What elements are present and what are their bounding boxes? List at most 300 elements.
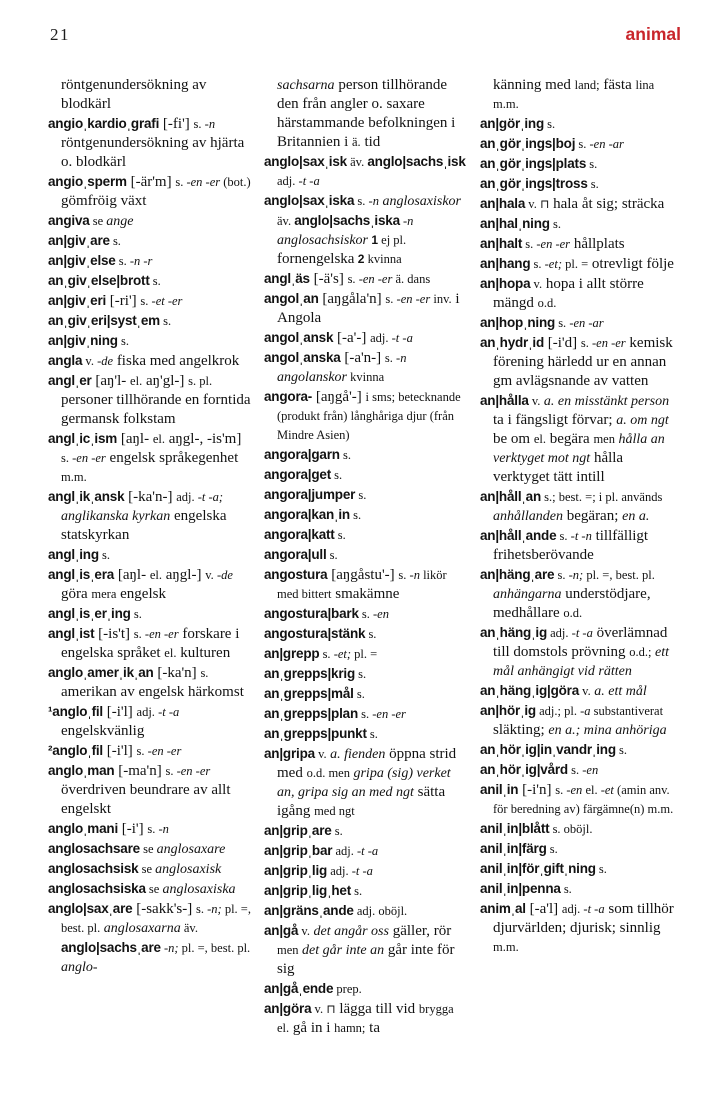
definition-text: sätta igång: [277, 784, 446, 819]
headword: an|halˌning: [480, 216, 550, 231]
grammar-label: s.: [136, 744, 145, 758]
inflection: -n: [399, 214, 414, 228]
headword: anglosachsiska: [48, 881, 146, 896]
dict-entry: [480, 194, 683, 214]
definition-text: ta: [365, 1020, 380, 1036]
inflection: -en -er: [588, 336, 626, 350]
definition-text: i Angola: [277, 291, 460, 326]
inflection: -n;: [160, 941, 179, 955]
dict-entry: [48, 624, 251, 663]
headword: an|gå: [264, 923, 299, 938]
dict-entry: [480, 760, 683, 780]
dict-entry: [480, 740, 683, 760]
grammar-label: substantiverat: [590, 704, 664, 718]
grammar-label: v.: [528, 394, 541, 408]
inflection: -en -ar: [586, 137, 624, 151]
dict-entry: [48, 172, 251, 211]
headword: anglˌisˌerˌing: [48, 606, 131, 621]
headword: anˌhängˌig: [480, 625, 547, 640]
definition-text: [-i'n]: [518, 782, 556, 798]
grammar-label: v.: [525, 197, 540, 211]
headword: anglosachsisk: [48, 861, 139, 876]
definition-text: ta i fängsligt förvar;: [493, 412, 617, 428]
headword: anglo|sachsˌisk: [367, 154, 466, 169]
grammar-label: s.: [347, 272, 356, 286]
headword: an|hopa: [480, 276, 531, 291]
headword: anilˌin|färg: [480, 841, 547, 856]
sense-number: 1: [368, 233, 379, 247]
dict-entry: [264, 269, 467, 289]
dict-entry: [48, 371, 251, 429]
dict-entry: [264, 744, 467, 821]
dict-entry: [264, 979, 467, 999]
definition-text: aŋ'gl-]: [142, 373, 189, 389]
grammar-label: adj.; pl.: [535, 704, 577, 718]
definition-text: [aŋgåla'n]: [318, 291, 386, 307]
grammar-label: s.: [326, 548, 338, 562]
dict-entry: [264, 881, 467, 901]
dict-entry: [480, 859, 683, 879]
grammar-label: s.: [555, 783, 564, 797]
inflection: -t -a: [154, 705, 180, 719]
grammar-label: s.: [384, 351, 393, 365]
grammar-label: ej pl.: [378, 233, 407, 247]
definition-text: tid: [360, 134, 381, 150]
grammar-label: s.: [140, 294, 149, 308]
grammar-label: v.: [530, 277, 543, 291]
definition-text: fästa: [599, 77, 636, 93]
inflection: -n: [392, 351, 407, 365]
headword: an|gripˌare: [264, 823, 332, 838]
example-italic: ange: [106, 214, 134, 229]
headword: anilˌin|blått: [480, 821, 550, 836]
grammar-label: s.: [355, 667, 367, 681]
dict-entry: [264, 821, 467, 841]
grammar-label: el.: [582, 783, 598, 797]
definition-text: [-ri']: [106, 293, 141, 309]
dict-entry: [264, 999, 467, 1038]
headword: angloˌman: [48, 763, 115, 778]
grammar-label: s.: [349, 508, 362, 522]
definition-text: [-ka'n]: [153, 665, 201, 681]
dict-entry: [264, 465, 467, 485]
inflection: -t -a: [353, 844, 379, 858]
inflection: -n: [406, 568, 420, 582]
headword: anglosachsare: [48, 841, 140, 856]
definition-text: [-i'l]: [103, 704, 137, 720]
dict-entry: [480, 391, 683, 487]
definition-text: [-sakk's-]: [132, 901, 196, 917]
example-italic: anglosaxiskor: [378, 194, 462, 209]
definition-text: hålla verktyget tätt intill: [493, 450, 624, 485]
grammar-label: s.: [109, 234, 121, 248]
dict-entry: [264, 328, 467, 348]
inflection: -t -a: [388, 331, 413, 345]
grammar-label: el.: [152, 432, 165, 446]
grammar-label: s.: [398, 568, 407, 582]
dict-entry: [480, 899, 683, 957]
inflection: -en -er: [355, 272, 393, 286]
grammar-label: adj.: [136, 705, 155, 719]
definition-text: gå in i: [289, 1020, 335, 1036]
headword: anˌhörˌig|vård: [480, 762, 568, 777]
grammar-label: s.: [147, 822, 156, 836]
inflection: -en -ar: [566, 316, 604, 330]
entry-continuation: [48, 76, 251, 114]
headword: angostura|bark: [264, 606, 359, 621]
example-italic: en a.; mina anhöriga: [548, 723, 667, 738]
inflection: -n;: [203, 902, 222, 916]
grammar-label: s.: [175, 175, 184, 189]
definition-text: begära: [545, 431, 594, 447]
inflection: -en: [369, 607, 389, 621]
grammar-label: se: [138, 862, 156, 876]
grammar-label: s.: [165, 764, 174, 778]
grammar-label: o.d.: [563, 606, 583, 620]
headword: angloˌamerˌikˌan: [48, 665, 154, 680]
grammar-label: likör med bittert: [277, 568, 447, 601]
inflection: -en: [563, 783, 583, 797]
dict-entry: [48, 429, 251, 487]
inflection: -en -er: [369, 707, 406, 721]
grammar-label: v.: [82, 354, 94, 368]
definition-text: hala åt sig; sträcka: [549, 196, 665, 212]
dict-entry: [48, 604, 251, 624]
grammar-label: s.: [530, 257, 542, 271]
example-italic: ett mål anhängigt vid rätten: [493, 645, 669, 679]
headword: anglo|saxˌare: [48, 901, 133, 916]
grammar-label: se: [89, 214, 107, 228]
grammar-label: o.d. men: [306, 766, 350, 780]
headword: an|gripa: [264, 746, 315, 761]
grammar-label: s.: [366, 727, 378, 741]
definition-text: [aŋl-: [117, 431, 153, 447]
dict-entry: [48, 839, 251, 859]
inflection: -a: [576, 704, 591, 718]
headword: anglo|sachsˌiska: [294, 213, 400, 228]
grammar-label: v.: [314, 747, 327, 761]
definition-text: kulturen: [176, 645, 231, 661]
example-italic: gripa (sig) verket an, gripa sig an med ngt: [277, 766, 451, 800]
example-italic: anglosaxare: [156, 842, 226, 857]
grammar-label: m.m.: [493, 940, 519, 954]
example-italic: en a.: [622, 509, 650, 524]
grammar-label: s.: [319, 647, 331, 661]
dict-entry: [480, 526, 683, 565]
headword: anglo|saxˌiska: [264, 193, 355, 208]
example-italic: anglosaxiska: [162, 882, 236, 897]
headword: angioˌsperm: [48, 174, 127, 189]
dict-entry: [48, 211, 251, 231]
headword: anilˌin|penna: [480, 881, 561, 896]
definition-text: [-a'n-]: [340, 350, 385, 366]
headword: anˌgörˌings|tross: [480, 176, 588, 191]
grammar-label: s.: [339, 448, 351, 462]
definition-text: överlämnad till domstols prövning: [493, 625, 668, 660]
definition-text: understödjare, medhållare: [493, 586, 651, 621]
dict-entry: [48, 899, 251, 977]
inflection: -n: [201, 117, 216, 131]
headword: an|gripˌligˌhet: [264, 883, 352, 898]
headword: an|gåˌende: [264, 981, 334, 996]
entry-continuation: [480, 76, 683, 114]
grammar-label: s.: [351, 884, 363, 898]
grammar-label: prep.: [333, 982, 362, 996]
definition-text: person tillhörande den från angler o. saxare härstammande befolkningen i Britannien i: [277, 77, 456, 150]
headword: angora|katt: [264, 527, 335, 542]
headword: anˌgörˌings|boj: [480, 136, 576, 151]
inflection: -en -er: [141, 627, 179, 641]
text-columns: [48, 76, 683, 1038]
example-italic: det angår oss: [310, 924, 389, 939]
definition-text: [-ka'n-]: [124, 489, 177, 505]
headword: anilˌin: [480, 782, 519, 797]
dict-entry: [48, 565, 251, 604]
inflection: -en: [579, 763, 599, 777]
grammar-label: s.: [580, 336, 589, 350]
dict-entry: [48, 663, 251, 702]
dict-entry: [480, 681, 683, 701]
definition-text: tillfälligt frihetsberövande: [493, 528, 649, 563]
headword: anglˌer: [48, 373, 92, 388]
dict-entry: [48, 251, 251, 271]
definition-text: [-a'-]: [333, 330, 371, 346]
grammar-label: brygga el.: [277, 1002, 454, 1035]
headword: an|hala: [480, 196, 526, 211]
headword: angla: [48, 353, 83, 368]
definition-text: känning med: [493, 77, 575, 93]
grammar-label: äv.: [180, 921, 198, 935]
grammar-label: kvinna: [347, 370, 385, 384]
grammar-label: s.: [549, 217, 561, 231]
guide-word: animal: [625, 24, 681, 44]
inflection: -en -er: [144, 744, 182, 758]
headword: angora|garn: [264, 447, 340, 462]
headword: angora|ull: [264, 547, 327, 562]
dict-entry: [48, 545, 251, 565]
dict-entry: [264, 624, 467, 644]
grammar-label: pl. =: [562, 257, 589, 271]
grammar-label: s.: [522, 237, 534, 251]
grammar-label: s.: [115, 254, 127, 268]
example-italic: anglosachsiskor: [277, 233, 368, 248]
grammar-label: s.: [595, 862, 607, 876]
grammar-label: v.: [579, 684, 591, 698]
definition-text: engelska statskyrkan: [61, 508, 227, 543]
grammar-label: m.m.: [61, 470, 87, 484]
headword: an|gripˌbar: [264, 843, 333, 858]
column-2: [264, 76, 467, 1038]
grammar-label: s.: [354, 194, 366, 208]
grammar-label: s.: [117, 334, 129, 348]
headword: anglˌicˌism: [48, 431, 118, 446]
definition-text: [-fi']: [159, 116, 194, 132]
definition-text: fiska med angelkrok: [113, 353, 240, 369]
page-number: 21: [50, 25, 70, 44]
definition-text: [aŋl-: [114, 567, 150, 583]
dict-entry: [480, 780, 683, 819]
dict-entry: [480, 254, 683, 274]
grammar-label: s.: [556, 529, 568, 543]
definition-text: kemisk förening härledd ur en annan gm avlägsnande av vatten: [493, 335, 673, 389]
dict-entry: [480, 154, 683, 174]
grammar-label: äv.: [346, 155, 368, 169]
grammar-label: v.: [298, 924, 310, 938]
grammar-label: adj.: [370, 331, 389, 345]
example-italic: angolanskor: [277, 370, 347, 385]
definition-text: [-i']: [118, 821, 148, 837]
dict-entry: [48, 351, 251, 371]
dict-entry: [480, 313, 683, 333]
headword: anˌgrepps|punkt: [264, 726, 367, 741]
headword: an|hopˌning: [480, 315, 556, 330]
example-italic: anglosaxisk: [155, 862, 222, 877]
dict-entry: [264, 684, 467, 704]
example-italic: anhållanden: [493, 509, 563, 524]
grammar-label: pl. =, best. pl.: [583, 568, 655, 582]
definition-text: engelsk språkegenhet: [105, 450, 239, 466]
grammar-label: adj.: [561, 902, 581, 916]
example-italic: anglosaxarna: [100, 921, 181, 936]
grammar-label: s.: [159, 314, 172, 328]
example-italic: anhängarna: [493, 587, 562, 602]
headword: an|givˌelse: [48, 253, 116, 268]
headword: an|göra: [264, 1001, 312, 1016]
headword: an|givˌeri: [48, 293, 107, 308]
dict-entry: [264, 604, 467, 624]
grammar-label: adj.: [277, 174, 296, 188]
dict-entry: [48, 761, 251, 819]
dict-entry: [480, 623, 683, 681]
dict-entry: [264, 921, 467, 979]
headword: angiva: [48, 213, 90, 228]
example-italic: det går inte an: [298, 943, 385, 958]
grammar-label: o.d.: [537, 296, 557, 310]
definition-text: röntgenundersökning av hjärta o. blodkärl: [61, 135, 245, 170]
inflection: -n;: [565, 568, 584, 582]
headword: an|hörˌig: [480, 703, 536, 718]
headword: angolˌanska: [264, 350, 341, 365]
headword: ²angloˌfil: [48, 743, 103, 758]
dict-entry: [480, 214, 683, 234]
grammar-label: (bot.): [220, 175, 251, 189]
grammar-label: inv.: [430, 292, 452, 306]
headword: an|hållˌan: [480, 489, 542, 504]
grammar-label: v.: [205, 568, 214, 582]
inflection: -en -er: [533, 237, 571, 251]
dict-entry: [480, 819, 683, 839]
headword: anilˌin|förˌgiftˌning: [480, 861, 596, 876]
inflection: -en -er: [393, 292, 431, 306]
grammar-label: men: [277, 943, 299, 957]
dict-entry: [264, 348, 467, 387]
headword: anˌhängˌig|göra: [480, 683, 580, 698]
inflection: -et: [597, 783, 614, 797]
definition-text: forskare i engelska språket: [61, 626, 240, 661]
dict-entry: [480, 701, 683, 740]
grammar-label: v.: [311, 1002, 327, 1016]
definition-text: hållplats: [570, 236, 625, 252]
dict-entry: [48, 291, 251, 311]
dict-entry: [480, 114, 683, 134]
grammar-label: (amin anv. för beredning av) färgämne(n) m.m.: [493, 783, 674, 816]
grammar-label: kvinna: [364, 252, 402, 266]
definition-text: [aŋgå'-]: [312, 389, 366, 405]
grammar-label: el.: [130, 374, 143, 388]
grammar-label: s.: [355, 488, 367, 502]
headword: angioˌkardioˌgrafi: [48, 116, 160, 131]
dict-entry: [48, 311, 251, 331]
nautical-term-symbol: ⊓: [326, 1002, 336, 1016]
dict-entry: [48, 859, 251, 879]
inflection: -n: [365, 194, 379, 208]
grammar-label: s.: [130, 607, 142, 621]
headword: an|hängˌare: [480, 567, 555, 582]
grammar-label: s.: [546, 842, 558, 856]
inflection: -et -er: [148, 294, 183, 308]
grammar-label: s.: [544, 117, 556, 131]
grammar-label: s.: [358, 707, 370, 721]
example-italic: anglikanska kyrkan: [61, 509, 171, 524]
definition-text: [aŋ'l-: [91, 373, 131, 389]
headword: anglˌikˌansk: [48, 489, 125, 504]
definition-text: gäller, rör: [388, 923, 452, 939]
definition-text: öppna strid med: [277, 746, 457, 781]
headword: ¹angloˌfil: [48, 704, 103, 719]
headword: anglˌäs: [264, 271, 310, 286]
dict-entry: [48, 741, 251, 761]
headword: angora|get: [264, 467, 332, 482]
grammar-label: land;: [574, 78, 600, 92]
grammar-label: el.: [149, 568, 162, 582]
example-italic: sachsarna: [277, 78, 335, 93]
definition-text: hopa i allt större mängd: [493, 276, 644, 311]
headword: angora|kanˌin: [264, 507, 350, 522]
grammar-label: s.: [200, 666, 209, 680]
headword: angostura|stänk: [264, 626, 366, 641]
headword: anˌhörˌig|inˌvandrˌing: [480, 742, 616, 757]
definition-text: lägga till vid: [335, 1001, 419, 1017]
grammar-label: o.d.;: [629, 645, 652, 659]
page-header: [50, 24, 681, 45]
definition-text: personer tillhörande en forntida germansk folkstam: [61, 392, 251, 427]
definition-text: överdriven beundrare av allt engelskt: [61, 782, 231, 817]
headword: anglo|saxˌisk: [264, 154, 347, 169]
dict-entry: [264, 545, 467, 565]
grammar-label: pl. =, best. pl.: [178, 941, 251, 955]
headword: an|hang: [480, 256, 531, 271]
headword: anˌgivˌeri|systˌem: [48, 313, 160, 328]
grammar-label: s.: [331, 468, 343, 482]
definition-text: [-är'm]: [126, 174, 176, 190]
dict-entry: [264, 289, 467, 328]
dict-entry: [264, 901, 467, 921]
headword: angora|jumper: [264, 487, 356, 502]
dict-entry: [264, 841, 467, 861]
headword: angolˌansk: [264, 330, 334, 345]
dict-entry: [264, 704, 467, 724]
inflection: -t -a: [348, 864, 373, 878]
headword: anˌgivˌelse|brott: [48, 273, 150, 288]
grammar-label: s.: [567, 763, 580, 777]
dict-entry: [48, 879, 251, 899]
definition-text: göra: [61, 586, 92, 602]
inflection: -n -r: [126, 254, 153, 268]
definition-text: smakämne: [331, 586, 400, 602]
grammar-label: s.: [195, 902, 204, 916]
headword: anˌgörˌings|plats: [480, 156, 587, 171]
headword: an|givˌare: [48, 233, 110, 248]
